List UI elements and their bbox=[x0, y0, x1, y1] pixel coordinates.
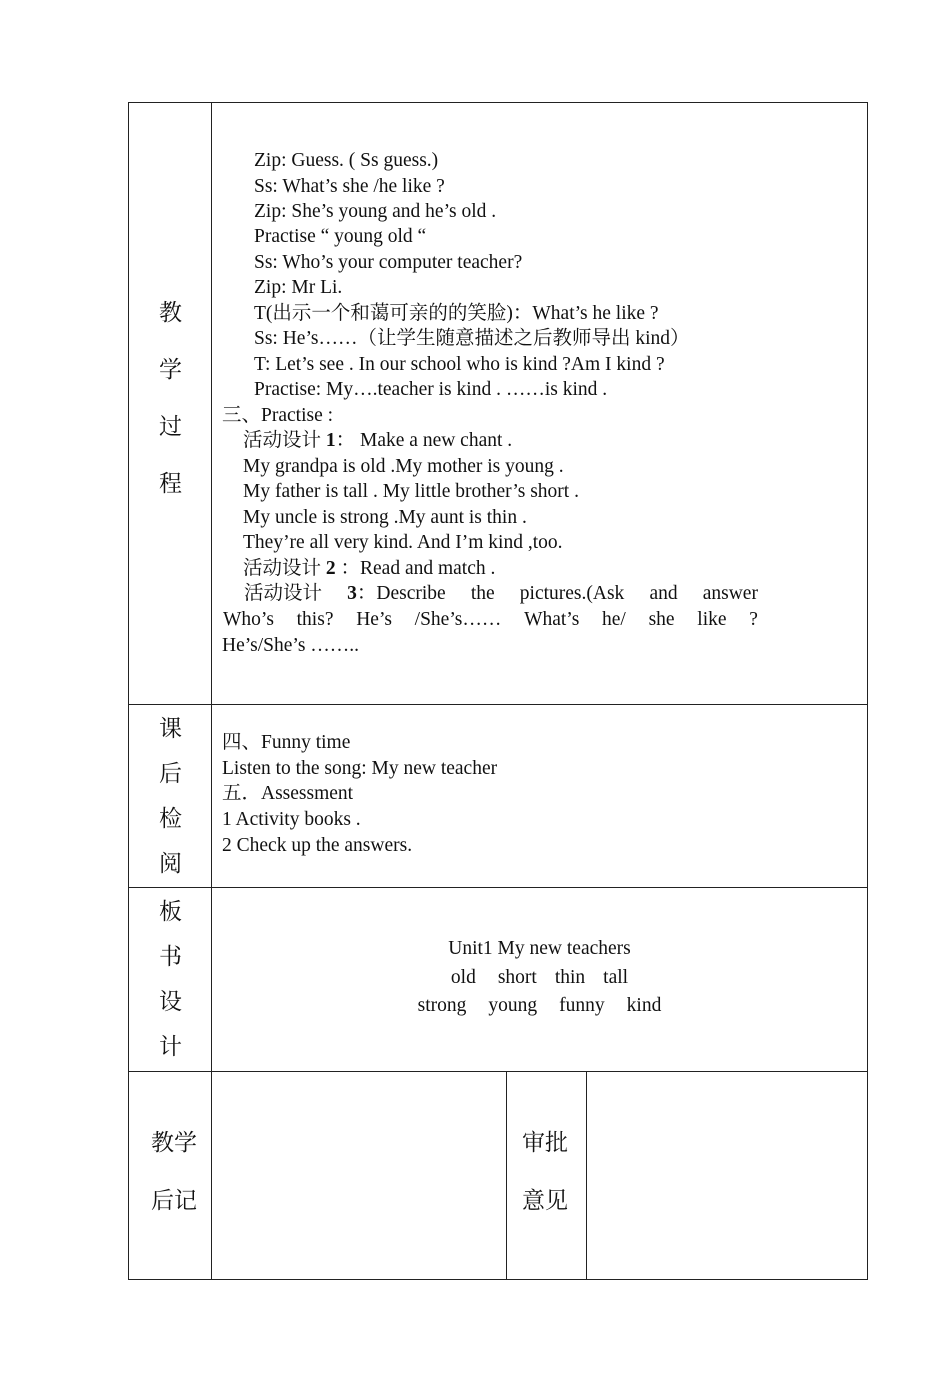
board-word: old bbox=[450, 967, 476, 988]
question-word: like bbox=[697, 609, 727, 630]
activity-text: ： Make a new chant . bbox=[335, 430, 513, 451]
activity-word: 活动设计 bbox=[244, 583, 323, 604]
question-word: /She’s…… bbox=[414, 609, 502, 630]
board-word: kind bbox=[626, 995, 662, 1016]
question-line bbox=[223, 610, 758, 630]
activity-1 bbox=[243, 431, 512, 451]
approval-field[interactable] bbox=[588, 1073, 866, 1278]
board-word: young bbox=[488, 995, 538, 1016]
board-word: short bbox=[497, 967, 537, 988]
activity-word: the bbox=[470, 583, 495, 604]
process-label-char: 学 bbox=[159, 357, 182, 382]
process-label bbox=[129, 301, 212, 495]
row-divider-1 bbox=[129, 704, 867, 705]
activity-number: 2 bbox=[325, 558, 336, 579]
question-word: He’s bbox=[356, 609, 392, 630]
board-word: tall bbox=[603, 967, 629, 988]
footer-divider-1 bbox=[506, 1071, 507, 1279]
question-word: she bbox=[648, 609, 675, 630]
question-word: he/ bbox=[602, 609, 626, 630]
reflection-field[interactable] bbox=[213, 1073, 505, 1278]
dialogue-line: Zip: Mr Li. bbox=[254, 277, 343, 298]
section-heading: 三、Practise : bbox=[222, 405, 334, 426]
dialogue-line: T(出示一个和蔼可亲的的笑脸)：What’s he like ? bbox=[254, 303, 659, 324]
after-class-line: 2 Check up the answers. bbox=[222, 835, 413, 856]
board-title: Unit1 My new teachers bbox=[448, 938, 631, 959]
label-column-divider bbox=[211, 103, 212, 1279]
after-class-label-char: 课 bbox=[159, 716, 182, 741]
board-word: thin bbox=[554, 967, 586, 988]
activity-word: answer bbox=[702, 583, 758, 604]
board-row-2 bbox=[212, 996, 867, 1016]
activity-2 bbox=[243, 559, 495, 579]
board-label-char: 设 bbox=[159, 989, 182, 1014]
dialogue-line: Zip: She’s young and he’s old . bbox=[254, 201, 497, 222]
board-label-char: 计 bbox=[159, 1034, 182, 1059]
row-divider-3 bbox=[129, 1071, 867, 1072]
approval-label-line: 意见 bbox=[522, 1188, 568, 1213]
board-word: funny bbox=[559, 995, 605, 1016]
activity-prefix: 活动设计 bbox=[243, 430, 326, 451]
question-word: ? bbox=[749, 609, 758, 630]
reflection-label-line: 教学 bbox=[151, 1130, 197, 1155]
dialogue-line: T: Let’s see . In our school who is kind ?Am I kind ? bbox=[254, 354, 665, 375]
dialogue-line: Ss: Who’s your computer teacher? bbox=[254, 252, 523, 273]
board-label bbox=[129, 900, 212, 1058]
activity-3 bbox=[244, 584, 758, 604]
activity-word: 3：Describe bbox=[347, 583, 446, 604]
reflection-label-line: 后记 bbox=[151, 1188, 197, 1213]
chant-line: My uncle is strong .My aunt is thin . bbox=[243, 507, 527, 528]
dialogue-line: Practise “ young old “ bbox=[254, 226, 427, 247]
question-word: this? bbox=[296, 609, 334, 630]
question-word: Who’s bbox=[223, 609, 274, 630]
activity-prefix: 活动设计 bbox=[243, 558, 326, 579]
after-class-label-char: 阅 bbox=[159, 851, 182, 876]
after-class-line: 四、Funny time bbox=[222, 732, 351, 753]
after-class-line: 五．Assessment bbox=[222, 783, 354, 804]
board-content bbox=[212, 887, 867, 1071]
activity-number: 1 bbox=[325, 430, 336, 451]
dialogue-line: Ss: What’s she /he like ? bbox=[254, 176, 445, 197]
chant-line: My grandpa is old .My mother is young . bbox=[243, 456, 564, 477]
dialogue-line: Practise: My….teacher is kind . ……is kind . bbox=[254, 379, 608, 400]
answer-line: He’s/She’s …….. bbox=[222, 635, 360, 656]
lesson-plan-table bbox=[128, 102, 868, 1280]
after-class-label-char: 检 bbox=[159, 806, 182, 831]
activity-word: and bbox=[649, 583, 678, 604]
board-word: strong bbox=[417, 995, 467, 1016]
after-class-line: Listen to the song: My new teacher bbox=[222, 758, 498, 779]
after-class-label bbox=[129, 717, 212, 875]
board-label-char: 板 bbox=[159, 899, 182, 924]
after-class-line: 1 Activity books . bbox=[222, 809, 361, 830]
after-class-label-char: 后 bbox=[159, 761, 182, 786]
dialogue-line: Ss: He’s……（让学生随意描述之后教师导出 kind） bbox=[254, 328, 690, 349]
process-label-char: 程 bbox=[159, 471, 182, 496]
process-label-char: 教 bbox=[159, 300, 182, 325]
process-label-char: 过 bbox=[159, 414, 182, 439]
dialogue-line: Zip: Guess. ( Ss guess.) bbox=[254, 150, 439, 171]
board-row-1 bbox=[212, 968, 867, 988]
chant-line: They’re all very kind. And I’m kind ,too. bbox=[243, 532, 563, 553]
activity-word: pictures.(Ask bbox=[519, 583, 625, 604]
board-label-char: 书 bbox=[159, 944, 182, 969]
footer-divider-2 bbox=[586, 1071, 587, 1279]
chant-line: My father is tall . My little brother’s short . bbox=[243, 481, 579, 502]
question-word: What’s bbox=[524, 609, 580, 630]
approval-label-line: 审批 bbox=[522, 1130, 568, 1155]
activity-text: ：Read and match . bbox=[335, 558, 496, 579]
